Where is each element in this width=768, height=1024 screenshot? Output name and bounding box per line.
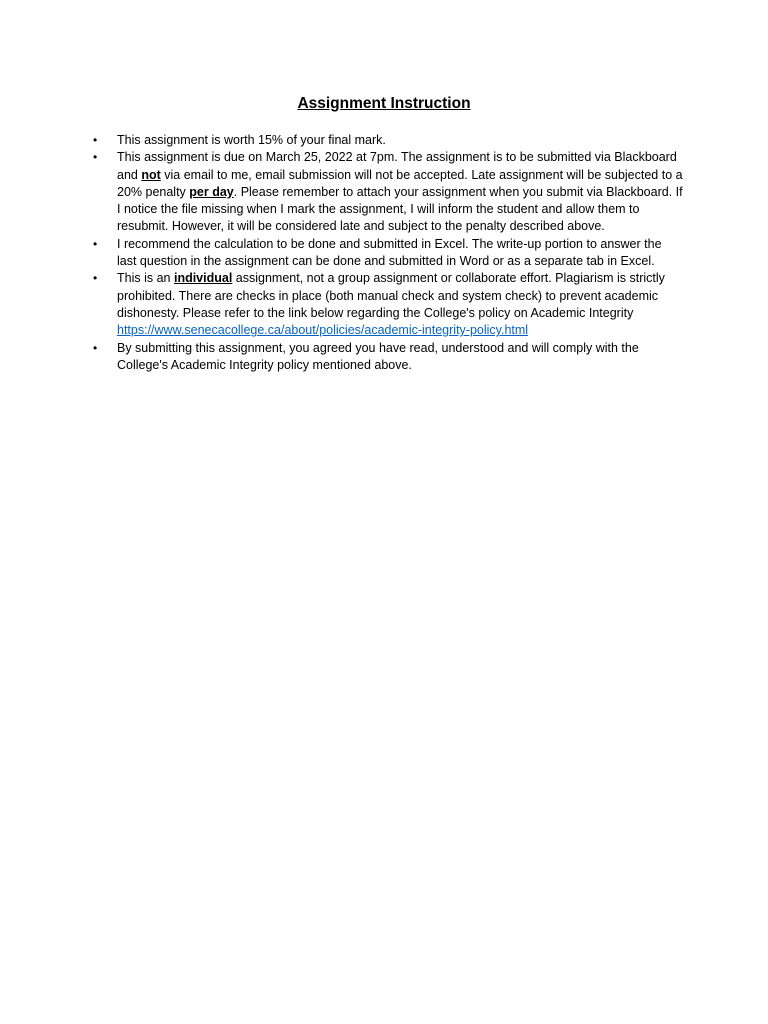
instruction-list — [93, 132, 683, 374]
list-item-due-date — [93, 149, 683, 235]
bullet-icon: • — [93, 340, 98, 355]
bullet-icon: • — [93, 150, 98, 165]
emphasis-not: not — [141, 167, 161, 182]
item-text: This is an — [117, 271, 174, 286]
list-item-agreement — [93, 340, 683, 375]
list-item-weight — [93, 132, 683, 149]
item-text: This assignment is due on March 25, 2022 at 7pm. The assignment is to be submitted via Blackboard and — [117, 150, 677, 182]
bullet-icon: • — [93, 271, 98, 286]
list-item-individual — [93, 270, 683, 339]
item-text: I recommend the calculation to be done and submitted in Excel. The write-up portion to answer the last question in the assignment can be done and submitted in Word or as a separate tab in Excel. — [117, 236, 662, 269]
academic-integrity-link[interactable]: https://www.senecacollege.ca/about/policies/academic-integrity-policy.html — [117, 323, 529, 338]
list-item-excel — [93, 236, 683, 271]
emphasis-per-day: per day — [189, 184, 234, 199]
item-text: This assignment is worth 15% of your final mark. — [117, 133, 386, 147]
item-text: assignment, not a group assignment or collaborate effort. Plagiarism is strictly prohibited. There are checks in place (both manual check and system check) to prevent academic dishonesty. Please refer to the link below regarding the College's policy on Academic Integrity — [117, 271, 665, 320]
item-text: via email to me, email submission will not be accepted. Late assignment will be subjected to a 20% penalty — [117, 167, 683, 199]
emphasis-individual: individual — [173, 271, 233, 286]
item-text: . Please remember to attach your assignment when you submit via Blackboard. If I notice the file missing when I mark the assignment, I will inform the student and allow them to resubmit. However, it will be considered late and subject to the penalty described above. — [117, 184, 683, 234]
page-title: Assignment Instruction — [297, 95, 471, 112]
bullet-icon: • — [93, 236, 98, 251]
bullet-icon: • — [93, 133, 98, 147]
item-text: By submitting this assignment, you agreed you have read, understood and will comply with the College's Academic Integrity policy mentioned above. — [117, 340, 639, 372]
